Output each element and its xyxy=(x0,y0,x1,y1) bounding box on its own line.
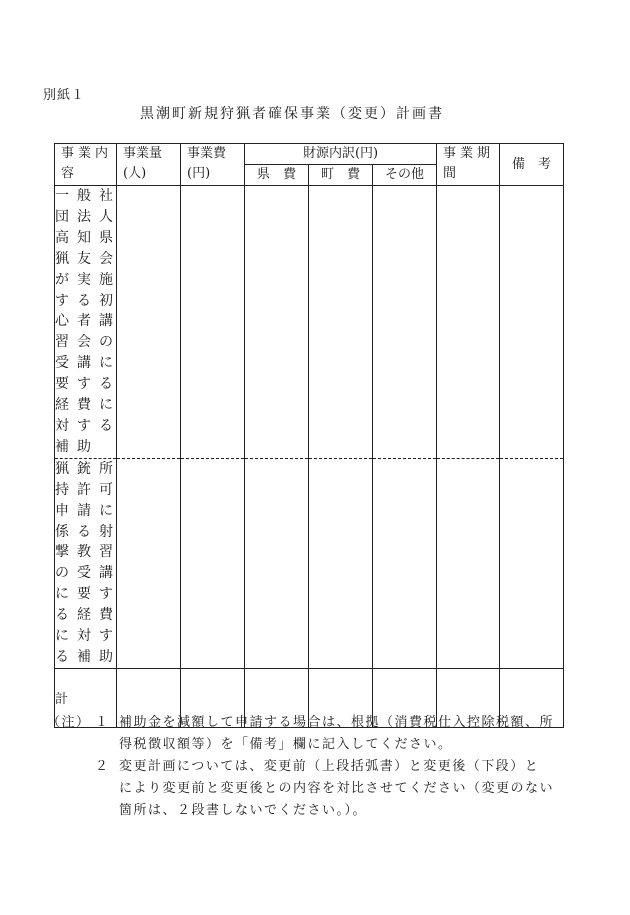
header-quantity: 事業量 (人) xyxy=(117,144,181,186)
prefecture-cost-cell[interactable] xyxy=(245,458,309,668)
header-prefecture-cost: 県 費 xyxy=(245,165,309,186)
note-text: 補助金を減額して申請する場合は、根拠（消費税仕入控除税額、所 得税徴収額等）を「備考」欄に記入してください。 xyxy=(119,715,555,752)
attachment-label: 別紙１ xyxy=(43,88,86,103)
other-cost-cell[interactable] xyxy=(373,458,437,668)
header-period: 事業期 間 xyxy=(437,144,500,186)
header-town-cost: 町 費 xyxy=(309,165,373,186)
notes-section xyxy=(47,712,587,822)
notes-tag: （注） xyxy=(47,715,91,730)
prefecture-cost-cell[interactable] xyxy=(245,186,309,459)
quantity-cell[interactable] xyxy=(117,186,181,459)
header-cost: 事業費 (円) xyxy=(181,144,245,186)
note-number: １ xyxy=(95,715,110,730)
total-label: 計 xyxy=(55,668,117,727)
header-remarks: 備 考 xyxy=(500,144,564,186)
document-title: 黒潮町新規狩猟者確保事業（変更）計画書 xyxy=(140,106,444,122)
note-item xyxy=(47,756,587,822)
plan-table xyxy=(54,143,564,728)
header-content: 事業内 容 xyxy=(55,144,117,186)
cost-cell[interactable] xyxy=(181,186,245,459)
content-cell: 一般社 団法人 高知県 猟友会 が実施 する初 心者講 習会の 受講に 要する 経費に 対する 補助 xyxy=(55,186,117,459)
town-cost-cell[interactable] xyxy=(309,186,373,459)
table-row xyxy=(55,458,564,668)
remarks-cell[interactable] xyxy=(500,458,564,668)
quantity-cell[interactable] xyxy=(117,458,181,668)
content-cell: 猟銃所 持許可 申請に 係る射 撃教習 の受講 に要す る経費 に対す る補助 xyxy=(55,458,117,668)
period-cell[interactable] xyxy=(437,186,500,459)
town-cost-cell[interactable] xyxy=(309,458,373,668)
cost-cell[interactable] xyxy=(181,458,245,668)
table-row xyxy=(55,186,564,459)
note-item xyxy=(47,712,587,756)
header-other: その他 xyxy=(373,165,437,186)
note-text: 変更計画については、変更前（上段括弧書）と変更後（下段）と により変更前と変更後との内容を対比させてください（変更のない 箇所は、２段書しないでください。）。 xyxy=(119,759,555,818)
header-funding: 財源内訳(円) xyxy=(245,144,437,165)
remarks-cell[interactable] xyxy=(500,186,564,459)
period-cell[interactable] xyxy=(437,458,500,668)
other-cost-cell[interactable] xyxy=(373,186,437,459)
note-number: ２ xyxy=(95,759,110,774)
